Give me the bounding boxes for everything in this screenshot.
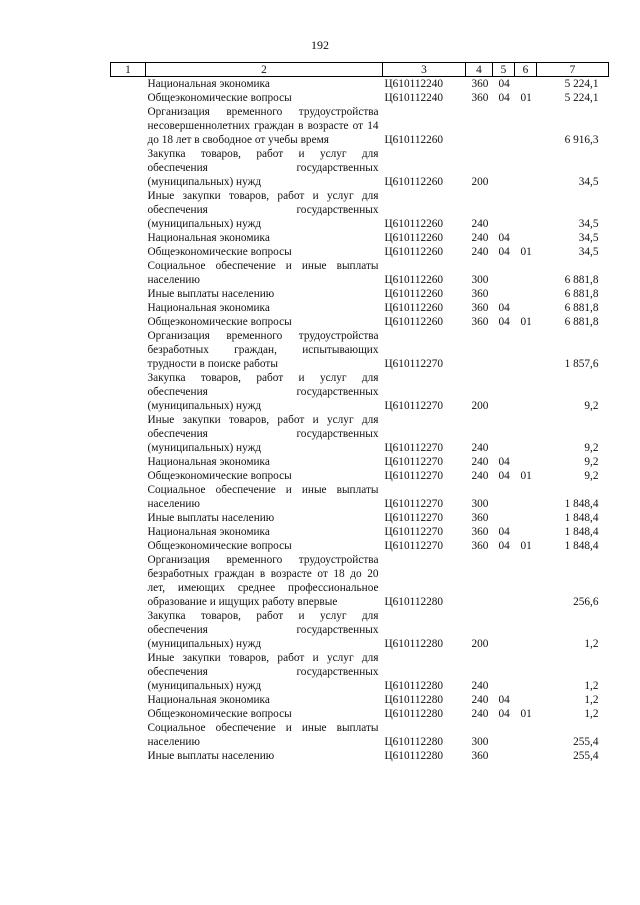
expense-type [466, 105, 493, 147]
table-row [111, 413, 609, 455]
row-description: Закупка товаров, работ и услуг для обеспечения государственных (муниципальных) нужд [147, 610, 379, 650]
subsection [515, 693, 537, 707]
section [493, 189, 515, 231]
amount: 34,5 [578, 218, 599, 230]
row-description: Национальная экономика [147, 78, 270, 90]
target-code: Ц610112280 [384, 736, 444, 748]
target-code: Ц610112280 [384, 708, 444, 720]
row-description: Общеэкономические вопросы [147, 540, 292, 552]
expense-type: 300 [471, 736, 489, 748]
row-description: Социальное обеспечение и иные выплаты населению [147, 722, 379, 748]
page-number: 192 [311, 38, 329, 52]
expense-type: 360 [471, 540, 489, 552]
section: 04 [498, 78, 510, 90]
table-row [111, 259, 609, 287]
amount: 1,2 [584, 680, 599, 692]
expense-type: 240 [471, 246, 489, 258]
expense-type: 240 [471, 470, 489, 482]
row-number [111, 259, 146, 287]
row-description: Общеэкономические вопросы [147, 708, 292, 720]
row-number [111, 245, 146, 259]
row-description: Иные закупки товаров, работ и услуг для обеспечения государственных (муниципальных) нужд [147, 190, 379, 230]
table-row [111, 511, 609, 525]
subsection [515, 721, 537, 749]
table-row [111, 147, 609, 189]
table-row [111, 189, 609, 231]
subsection: 01 [520, 470, 532, 482]
row-description: Организация временного трудоустройства несовершеннолетних граждан в возрасте от 14 до 18 лет в свободное от учебы время [147, 106, 379, 146]
subsection [515, 259, 537, 287]
amount: 1 848,4 [564, 498, 599, 510]
row-number [111, 287, 146, 301]
expense-type: 240 [471, 694, 489, 706]
row-number [111, 315, 146, 329]
row-number [111, 371, 146, 413]
section [493, 553, 515, 609]
table-row [111, 525, 609, 539]
row-description: Иные выплаты населению [147, 750, 275, 762]
row-description: Закупка товаров, работ и услуг для обеспечения государственных (муниципальных) нужд [147, 148, 379, 188]
table-row [111, 105, 609, 147]
row-number [111, 721, 146, 749]
column-header-6: 6 [515, 63, 537, 77]
row-number [111, 609, 146, 651]
target-code: Ц610112270 [384, 498, 444, 510]
table-row [111, 553, 609, 609]
row-number [111, 707, 146, 721]
row-description: Иные закупки товаров, работ и услуг для обеспечения государственных (муниципальных) нужд [147, 652, 379, 692]
section [493, 651, 515, 693]
section: 04 [498, 456, 510, 468]
expense-type: 360 [471, 526, 489, 538]
target-code: Ц610112240 [384, 92, 444, 104]
subsection: 01 [520, 92, 532, 104]
row-number [111, 329, 146, 371]
row-number [111, 91, 146, 105]
amount: 1 848,4 [564, 512, 599, 524]
section: 04 [498, 302, 510, 314]
table-row [111, 609, 609, 651]
table-row [111, 77, 609, 92]
target-code: Ц610112280 [384, 596, 444, 608]
subsection [515, 329, 537, 371]
table-row [111, 749, 609, 763]
expense-type: 240 [471, 708, 489, 720]
section [493, 609, 515, 651]
target-code: Ц610112280 [384, 750, 444, 762]
target-code: Ц610112260 [384, 134, 444, 146]
table-row [111, 469, 609, 483]
subsection [515, 105, 537, 147]
target-code: Ц610112270 [384, 470, 444, 482]
expense-type: 360 [471, 78, 489, 90]
target-code: Ц610112260 [384, 274, 444, 286]
expense-type [466, 553, 493, 609]
subsection [515, 147, 537, 189]
subsection [515, 749, 537, 763]
amount: 256,6 [573, 596, 599, 608]
row-description: Национальная экономика [147, 232, 270, 244]
row-number [111, 189, 146, 231]
target-code: Ц610112270 [384, 400, 444, 412]
amount: 1,2 [584, 708, 599, 720]
target-code: Ц610112260 [384, 232, 444, 244]
column-header-1: 1 [111, 63, 146, 77]
row-description: Иные выплаты населению [147, 288, 275, 300]
subsection [515, 553, 537, 609]
table-row [111, 301, 609, 315]
table-row [111, 455, 609, 469]
expense-type: 240 [471, 456, 489, 468]
section [493, 413, 515, 455]
table-body [111, 77, 609, 764]
row-description: Закупка товаров, работ и услуг для обеспечения государственных (муниципальных) нужд [147, 372, 379, 412]
expense-type: 360 [471, 750, 489, 762]
row-number [111, 105, 146, 147]
column-header-3: 3 [383, 63, 466, 77]
subsection [515, 511, 537, 525]
subsection: 01 [520, 540, 532, 552]
amount: 9,2 [584, 456, 599, 468]
section [493, 749, 515, 763]
row-description: Иные выплаты населению [147, 512, 275, 524]
subsection [515, 231, 537, 245]
expense-type: 360 [471, 288, 489, 300]
target-code: Ц610112270 [384, 512, 444, 524]
target-code: Ц610112260 [384, 288, 444, 300]
row-number [111, 469, 146, 483]
amount: 9,2 [584, 400, 599, 412]
row-number [111, 693, 146, 707]
amount: 1 857,6 [564, 358, 599, 370]
row-number [111, 651, 146, 693]
amount: 1 848,4 [564, 540, 599, 552]
amount: 6 881,8 [564, 274, 599, 286]
table-row [111, 329, 609, 371]
table-row [111, 245, 609, 259]
row-description: Общеэкономические вопросы [147, 92, 292, 104]
section: 04 [498, 708, 510, 720]
table-row [111, 483, 609, 511]
row-description: Национальная экономика [147, 456, 270, 468]
amount: 5 224,1 [564, 78, 599, 90]
section: 04 [498, 92, 510, 104]
target-code: Ц610112260 [384, 246, 444, 258]
expense-type: 360 [471, 512, 489, 524]
subsection [515, 371, 537, 413]
section: 04 [498, 540, 510, 552]
amount: 1 848,4 [564, 526, 599, 538]
expense-type: 360 [471, 316, 489, 328]
target-code: Ц610112260 [384, 316, 444, 328]
table-row [111, 231, 609, 245]
amount: 5 224,1 [564, 92, 599, 104]
section: 04 [498, 246, 510, 258]
expense-type: 240 [471, 442, 489, 454]
row-description: Организация временного трудоустройства безработных граждан, испытывающих трудности в поиске работы [147, 330, 379, 370]
section [493, 511, 515, 525]
section [493, 287, 515, 301]
table-row [111, 721, 609, 749]
row-description: Общеэкономические вопросы [147, 316, 292, 328]
row-description: Национальная экономика [147, 302, 270, 314]
subsection: 01 [520, 246, 532, 258]
table-row [111, 539, 609, 553]
subsection [515, 189, 537, 231]
subsection [515, 287, 537, 301]
amount: 9,2 [584, 442, 599, 454]
table-row [111, 707, 609, 721]
row-description: Иные закупки товаров, работ и услуг для обеспечения государственных (муниципальных) нужд [147, 414, 379, 454]
table-row [111, 91, 609, 105]
target-code: Ц610112280 [384, 694, 444, 706]
section [493, 147, 515, 189]
target-code: Ц610112270 [384, 526, 444, 538]
row-number [111, 77, 146, 92]
amount: 255,4 [573, 750, 599, 762]
subsection [515, 525, 537, 539]
amount: 1,2 [584, 694, 599, 706]
row-description: Социальное обеспечение и иные выплаты населению [147, 484, 379, 510]
row-number [111, 147, 146, 189]
table-row [111, 651, 609, 693]
row-number [111, 455, 146, 469]
row-number [111, 539, 146, 553]
amount: 6 881,8 [564, 316, 599, 328]
row-description: Общеэкономические вопросы [147, 470, 292, 482]
amount: 6 881,8 [564, 302, 599, 314]
target-code: Ц610112260 [384, 302, 444, 314]
expense-type: 240 [471, 218, 489, 230]
section [493, 329, 515, 371]
amount: 6 916,3 [564, 134, 599, 146]
row-number [111, 301, 146, 315]
table-row [111, 287, 609, 301]
row-number [111, 483, 146, 511]
row-number [111, 413, 146, 455]
column-header-2: 2 [146, 63, 383, 77]
column-header-5: 5 [493, 63, 515, 77]
row-number [111, 749, 146, 763]
target-code: Ц610112270 [384, 442, 444, 454]
amount: 255,4 [573, 736, 599, 748]
expense-type: 200 [471, 400, 489, 412]
expense-type: 200 [471, 638, 489, 650]
expense-type: 360 [471, 92, 489, 104]
amount: 6 881,8 [564, 288, 599, 300]
subsection: 01 [520, 708, 532, 720]
amount: 9,2 [584, 470, 599, 482]
subsection [515, 455, 537, 469]
section: 04 [498, 694, 510, 706]
section: 04 [498, 526, 510, 538]
subsection [515, 651, 537, 693]
table-row [111, 693, 609, 707]
section [493, 371, 515, 413]
column-header-7: 7 [537, 63, 609, 77]
subsection [515, 609, 537, 651]
section [493, 483, 515, 511]
row-description: Национальная экономика [147, 694, 270, 706]
budget-table [110, 62, 609, 763]
expense-type: 200 [471, 176, 489, 188]
subsection [515, 301, 537, 315]
subsection [515, 413, 537, 455]
row-description: Организация временного трудоустройства безработных граждан в возрасте от 18 до 20 лет, имеющих среднее профессиональное образование и ищущих работу впервые [147, 554, 379, 608]
row-description: Социальное обеспечение и иные выплаты населению [147, 260, 379, 286]
row-number [111, 525, 146, 539]
subsection: 01 [520, 316, 532, 328]
amount: 34,5 [578, 232, 599, 244]
column-header-4: 4 [466, 63, 493, 77]
expense-type: 300 [471, 498, 489, 510]
header-row [111, 63, 609, 77]
target-code: Ц610112270 [384, 456, 444, 468]
target-code: Ц610112270 [384, 358, 444, 370]
expense-type [466, 329, 493, 371]
section [493, 259, 515, 287]
section [493, 721, 515, 749]
expense-type: 300 [471, 274, 489, 286]
expense-type: 360 [471, 302, 489, 314]
row-description: Национальная экономика [147, 526, 270, 538]
subsection [515, 77, 537, 92]
row-description: Общеэкономические вопросы [147, 246, 292, 258]
amount: 1,2 [584, 638, 599, 650]
target-code: Ц610112240 [384, 78, 444, 90]
section [493, 105, 515, 147]
target-code: Ц610112270 [384, 540, 444, 552]
section: 04 [498, 232, 510, 244]
row-number [111, 511, 146, 525]
target-code: Ц610112280 [384, 680, 444, 692]
expense-type: 240 [471, 232, 489, 244]
subsection [515, 483, 537, 511]
row-number [111, 231, 146, 245]
amount: 34,5 [578, 246, 599, 258]
target-code: Ц610112260 [384, 218, 444, 230]
amount: 34,5 [578, 176, 599, 188]
target-code: Ц610112280 [384, 638, 444, 650]
expense-type: 240 [471, 680, 489, 692]
target-code: Ц610112260 [384, 176, 444, 188]
table-row [111, 315, 609, 329]
row-number [111, 553, 146, 609]
table-row [111, 371, 609, 413]
section: 04 [498, 316, 510, 328]
section: 04 [498, 470, 510, 482]
